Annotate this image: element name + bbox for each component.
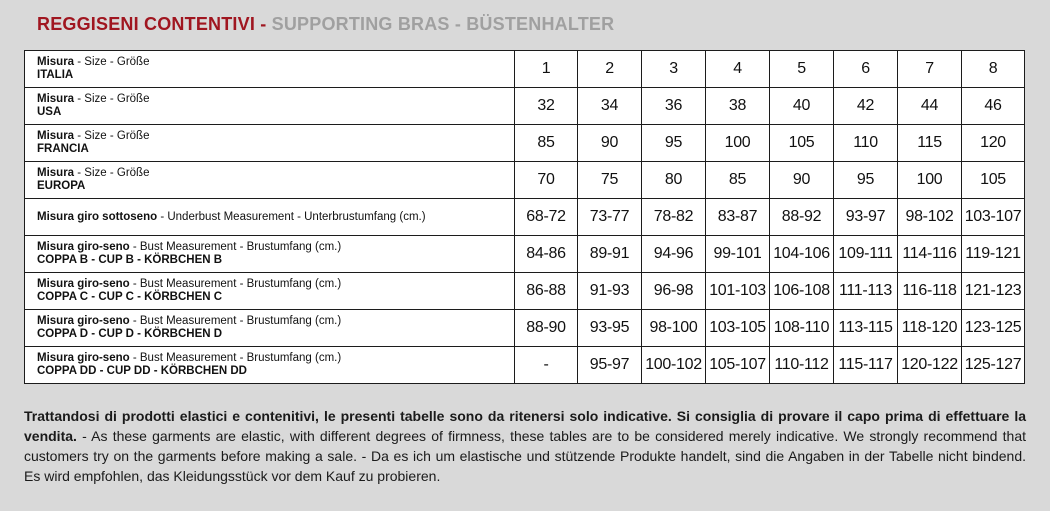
- table-cell: 7: [898, 51, 962, 88]
- table-cell: 40: [770, 88, 834, 125]
- table-cell: 78-82: [642, 199, 706, 236]
- row-label-title: [37, 93, 514, 106]
- row-label-sub: COPPA DD - CUP DD - KÖRBCHEN DD: [37, 365, 247, 377]
- page-title: [37, 14, 614, 35]
- table-row: [25, 125, 1025, 162]
- row-label: [25, 162, 515, 199]
- table-cell: 75: [578, 162, 642, 199]
- table-cell: 8: [962, 51, 1025, 88]
- table-cell: 103-107: [962, 199, 1025, 236]
- row-label-rest: - Size - Größe: [74, 167, 150, 179]
- table-cell: -: [515, 347, 578, 384]
- row-label-rest: - Size - Größe: [74, 56, 150, 68]
- row-label-rest: - Bust Measurement - Brustumfang (cm.): [129, 352, 342, 364]
- table-cell: 116-118: [898, 273, 962, 310]
- table-cell: 88-92: [770, 199, 834, 236]
- disclaimer-translations: - As these garments are elastic, with different degrees of firmness, these tables are to be considered merely indicative. We strongly recommend that customers try on the garments before making a sale. - Da es ich um elastische und stützende Produkte handelt, sind die Angaben in der Tabelle nicht bindend. Es wird empfohlen, das Kleidungsstück vor dem Kauf zu probieren.: [24, 428, 1026, 484]
- title-translations: SUPPORTING BRAS - BÜSTENHALTER: [271, 14, 615, 34]
- row-label-title: [37, 352, 514, 365]
- row-label-title: [37, 56, 514, 69]
- table-cell: 84-86: [515, 236, 578, 273]
- table-cell: 111-113: [834, 273, 898, 310]
- row-label: [25, 51, 515, 88]
- row-label-sub: USA: [37, 106, 62, 118]
- table-cell: 114-116: [898, 236, 962, 273]
- table-cell: 93-97: [834, 199, 898, 236]
- row-label-rest: - Underbust Measurement - Unterbrustumfang (cm.): [157, 210, 426, 223]
- row-label-title: [37, 278, 514, 291]
- table-cell: 105-107: [706, 347, 770, 384]
- table-cell: 104-106: [770, 236, 834, 273]
- table-cell: 109-111: [834, 236, 898, 273]
- table-cell: 125-127: [962, 347, 1025, 384]
- row-label-bold: Misura: [37, 130, 75, 142]
- table-cell: 2: [578, 51, 642, 88]
- size-table: [24, 50, 1025, 384]
- row-label-sub: COPPA D - CUP D - KÖRBCHEN D: [37, 328, 223, 340]
- table-cell: 123-125: [962, 310, 1025, 347]
- table-cell: 115-117: [834, 347, 898, 384]
- table-cell: 120: [962, 125, 1025, 162]
- table-cell: 6: [834, 51, 898, 88]
- row-label: [25, 125, 515, 162]
- table-cell: 105: [962, 162, 1025, 199]
- table-cell: 85: [515, 125, 578, 162]
- table-cell: 95: [642, 125, 706, 162]
- table-cell: 105: [770, 125, 834, 162]
- table-cell: 70: [515, 162, 578, 199]
- row-label-title: [37, 211, 514, 224]
- disclaimer-notes: [24, 406, 1026, 486]
- table-cell: 100-102: [642, 347, 706, 384]
- table-row: [25, 162, 1025, 199]
- table-row: [25, 236, 1025, 273]
- row-label-rest: - Bust Measurement - Brustumfang (cm.): [129, 315, 342, 327]
- table-cell: 113-115: [834, 310, 898, 347]
- table-cell: 98-102: [898, 199, 962, 236]
- table-cell: 46: [962, 88, 1025, 125]
- row-label-bold: Misura giro-seno: [37, 241, 130, 253]
- row-label-title: [37, 167, 514, 180]
- row-label-rest: - Size - Größe: [74, 93, 150, 105]
- table-cell: 90: [770, 162, 834, 199]
- row-label-sub: EUROPA: [37, 180, 86, 192]
- row-label-bold: Misura giro sottoseno: [37, 210, 158, 223]
- table-cell: 90: [578, 125, 642, 162]
- table-cell: 88-90: [515, 310, 578, 347]
- row-label-bold: Misura giro-seno: [37, 352, 130, 364]
- table-row: [25, 88, 1025, 125]
- title-italian: REGGISENI CONTENTIVI -: [37, 14, 267, 34]
- table-cell: 99-101: [706, 236, 770, 273]
- table-cell: 73-77: [578, 199, 642, 236]
- table-cell: 95: [834, 162, 898, 199]
- row-label-sub: COPPA C - CUP C - KÖRBCHEN C: [37, 291, 223, 303]
- table-cell: 121-123: [962, 273, 1025, 310]
- table-cell: 83-87: [706, 199, 770, 236]
- row-label: [25, 236, 515, 273]
- row-label-sub: ITALIA: [37, 69, 74, 81]
- row-label-bold: Misura: [37, 56, 75, 68]
- table-row: [25, 199, 1025, 236]
- disclaimer-italian: Trattandosi di prodotti elastici e contenitivi, le presenti tabelle sono da ritenersi solo indicative. Si consiglia di provare il capo prima di effettuare la vendita.: [24, 408, 1026, 444]
- table-cell: 98-100: [642, 310, 706, 347]
- table-cell: 85: [706, 162, 770, 199]
- table-cell: 91-93: [578, 273, 642, 310]
- table-cell: 68-72: [515, 199, 578, 236]
- row-label-title: [37, 130, 514, 143]
- table-cell: 34: [578, 88, 642, 125]
- row-label: [25, 199, 515, 236]
- table-cell: 86-88: [515, 273, 578, 310]
- table-cell: 108-110: [770, 310, 834, 347]
- row-label-sub: FRANCIA: [37, 143, 89, 155]
- table-cell: 44: [898, 88, 962, 125]
- row-label-rest: - Bust Measurement - Brustumfang (cm.): [129, 241, 342, 253]
- table-cell: 94-96: [642, 236, 706, 273]
- row-label: [25, 347, 515, 384]
- table-cell: 1: [515, 51, 578, 88]
- table-row: [25, 310, 1025, 347]
- table-row: [25, 273, 1025, 310]
- row-label: [25, 310, 515, 347]
- row-label-bold: Misura: [37, 167, 75, 179]
- table-cell: 120-122: [898, 347, 962, 384]
- table-cell: 93-95: [578, 310, 642, 347]
- table-cell: 103-105: [706, 310, 770, 347]
- table-cell: 119-121: [962, 236, 1025, 273]
- row-label-title: [37, 241, 514, 254]
- table-cell: 42: [834, 88, 898, 125]
- row-label: [25, 273, 515, 310]
- table-row: [25, 347, 1025, 384]
- table-cell: 110-112: [770, 347, 834, 384]
- table-cell: 100: [706, 125, 770, 162]
- table-cell: 106-108: [770, 273, 834, 310]
- table-row: [25, 51, 1025, 88]
- table-cell: 110: [834, 125, 898, 162]
- row-label-title: [37, 315, 514, 328]
- table-cell: 115: [898, 125, 962, 162]
- row-label-bold: Misura giro-seno: [37, 278, 130, 290]
- table-cell: 96-98: [642, 273, 706, 310]
- table-cell: 38: [706, 88, 770, 125]
- table-cell: 101-103: [706, 273, 770, 310]
- table-cell: 89-91: [578, 236, 642, 273]
- table-cell: 36: [642, 88, 706, 125]
- row-label-sub: COPPA B - CUP B - KÖRBCHEN B: [37, 254, 223, 266]
- table-cell: 32: [515, 88, 578, 125]
- row-label-rest: - Bust Measurement - Brustumfang (cm.): [129, 278, 342, 290]
- table-cell: 118-120: [898, 310, 962, 347]
- row-label-bold: Misura giro-seno: [37, 315, 130, 327]
- row-label-rest: - Size - Größe: [74, 130, 150, 142]
- row-label: [25, 88, 515, 125]
- table-cell: 4: [706, 51, 770, 88]
- table-cell: 95-97: [578, 347, 642, 384]
- table-cell: 3: [642, 51, 706, 88]
- table-cell: 100: [898, 162, 962, 199]
- table-cell: 5: [770, 51, 834, 88]
- row-label-bold: Misura: [37, 93, 75, 105]
- table-cell: 80: [642, 162, 706, 199]
